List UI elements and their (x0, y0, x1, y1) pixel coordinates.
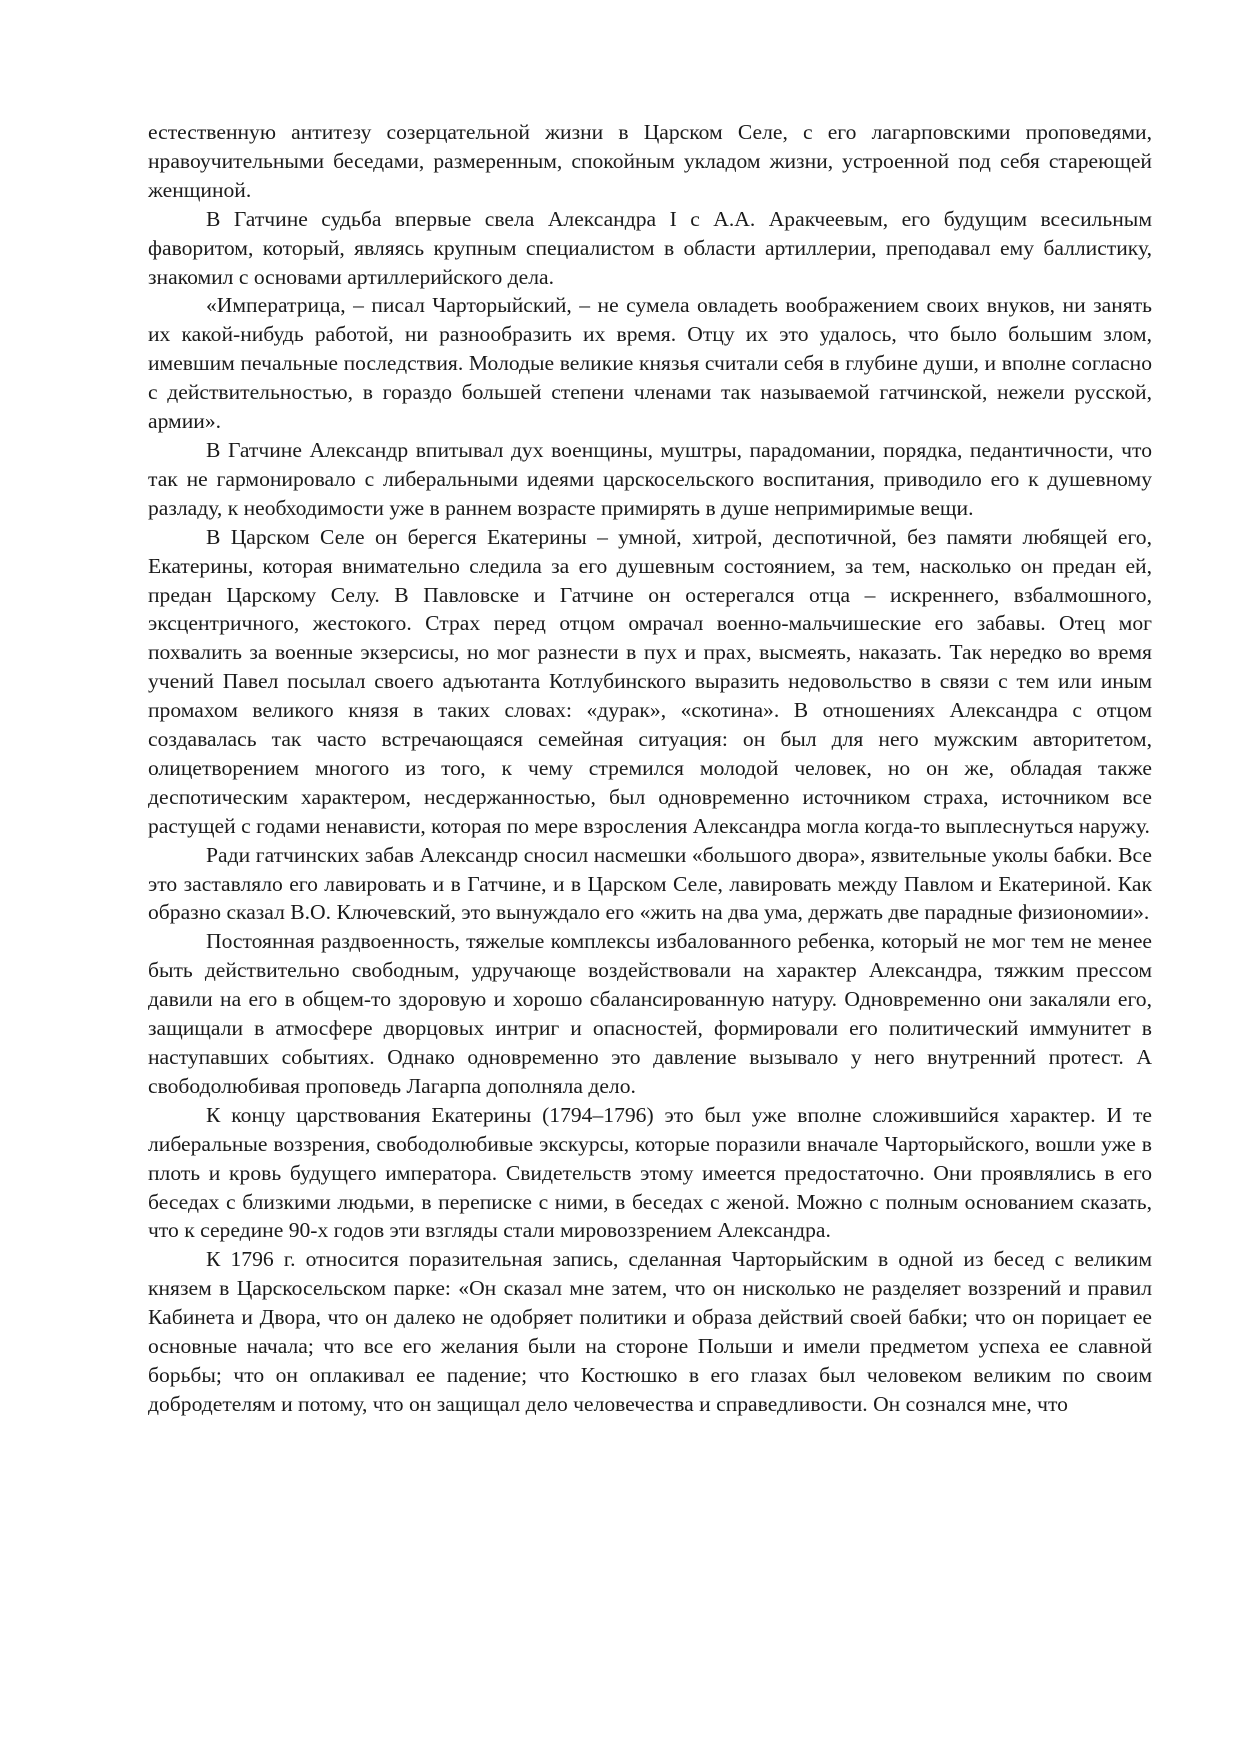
paragraph: Постоянная раздвоенность, тяжелые комплексы избалованного ребенка, который не мог тем не менее быть действительно свободным, удручающе воздействовали на характер Александра, тяжким прессом давили на его в общем-то здоровую и хорошо сбалансированную натуру. Одновременно они закаляли его, защищали в атмосфере дворцовых интриг и опасностей, формировали его политический иммунитет в наступавших событиях. Однако одновременно это давление вызывало у него внутренний протест. А свободолюбивая проповедь Лагарпа дополняла дело. (148, 929, 1152, 1098)
paragraph: В Гатчине судьба впервые свела Александра I с А.А. Аракчеевым, его будущим всесильным фаворитом, который, являясь крупным специалистом в области артиллерии, преподавал ему баллистику, знакомил с основами артиллерийского дела. (148, 206, 1152, 289)
paragraph: естественную антитезу созерцательной жизни в Царском Селе, с его лагарповскими проповедями, нравоучительными беседами, размеренным, спокойным укладом жизни, устроенной под себя стареющей женщиной. (148, 120, 1152, 202)
paragraph: Ради гатчинских забав Александр сносил насмешки «большого двора», язвительные уколы бабки. Все это заставляло его лавировать и в Гатчине, и в Царском Селе, лавировать между Павлом и Екатериной. Как образно сказал В.О. Ключевский, это вынуждало его «жить на два ума, держать две парадные физиономии». (148, 842, 1152, 925)
document-page (148, 118, 1152, 1419)
paragraph: К концу царствования Екатерины (1794–1796) это был уже вполне сложившийся характер. И те либеральные воззрения, свободолюбивые экскурсы, которые поразили вначале Чарторыйского, вошли уже в плоть и кровь будущего императора. Свидетельств этому имеется предостаточно. Они проявлялись в его беседах с близкими людьми, в переписке с ними, в беседах с женой. Можно с полным основанием сказать, что к середине 90-х годов эти взгляды стали мировоззрением Александра. (148, 1102, 1152, 1243)
paragraph: «Императрица, – писал Чарторыйский, – не сумела овладеть воображением своих внуков, ни занять их какой-нибудь работой, ни разнообразить их время. Отцу их это удалось, что было большим злом, имевшим печальные последствия. Молодые великие князья считали себя в глубине души, и вполне согласно с действительностью, в гораздо большей степени членами так называемой гатчинской, нежели русской, армии». (148, 293, 1152, 434)
paragraph: В Гатчине Александр впитывал дух военщины, муштры, парадомании, порядка, педантичности, что так не гармонировало с либеральными идеями царскосельского воспитания, приводило его к душевному разладу, к необходимости уже в раннем возрасте примирять в душе непримиримые вещи. (148, 437, 1152, 520)
paragraph: К 1796 г. относится поразительная запись, сделанная Чарторыйским в одной из бесед с великим князем в Царскосельском парке: «Он сказал мне затем, что он нисколько не разделяет воззрений и правил Кабинета и Двора, что он далеко не одобряет политики и образа действий своей бабки; что он порицает ее основные начала; что все его желания были на стороне Польши и имели предметом успеха ее славной борьбы; что он оплакивал ее падение; что Костюшко в его глазах был человеком великим по своим добродетелям и потому, что он защищал дело человечества и справедливости. Он сознался мне, что (148, 1247, 1152, 1416)
paragraph: В Царском Селе он берегся Екатерины – умной, хитрой, деспотичной, без памяти любящей его, Екатерины, которая внимательно следила за его душевным состоянием, за тем, насколько он предан ей, предан Царскому Селу. В Павловске и Гатчине он остерегался отца – искреннего, взбалмошного, эксцентричного, жестокого. Страх перед отцом омрачал военно-мальчишеские его забавы. Отец мог похвалить за военные экзерсисы, но мог разнести в пух и прах, высмеять, наказать. Так нередко во время учений Павел посылал своего адъютанта Котлубинского выразить недовольство в связи с тем или иным промахом великого князя в таких словах: «дурак», «скотина». В отношениях Александра с отцом создавалась так часто встречающаяся семейная ситуация: он был для него мужским авторитетом, олицетворением многого из того, к чему стремился молодой человек, но он же, обладая также деспотическим характером, несдержанностью, был одновременно источником страха, источником все растущей с годами ненависти, которая по мере взросления Александра могла когда-то выплеснуться наружу. (148, 524, 1152, 838)
